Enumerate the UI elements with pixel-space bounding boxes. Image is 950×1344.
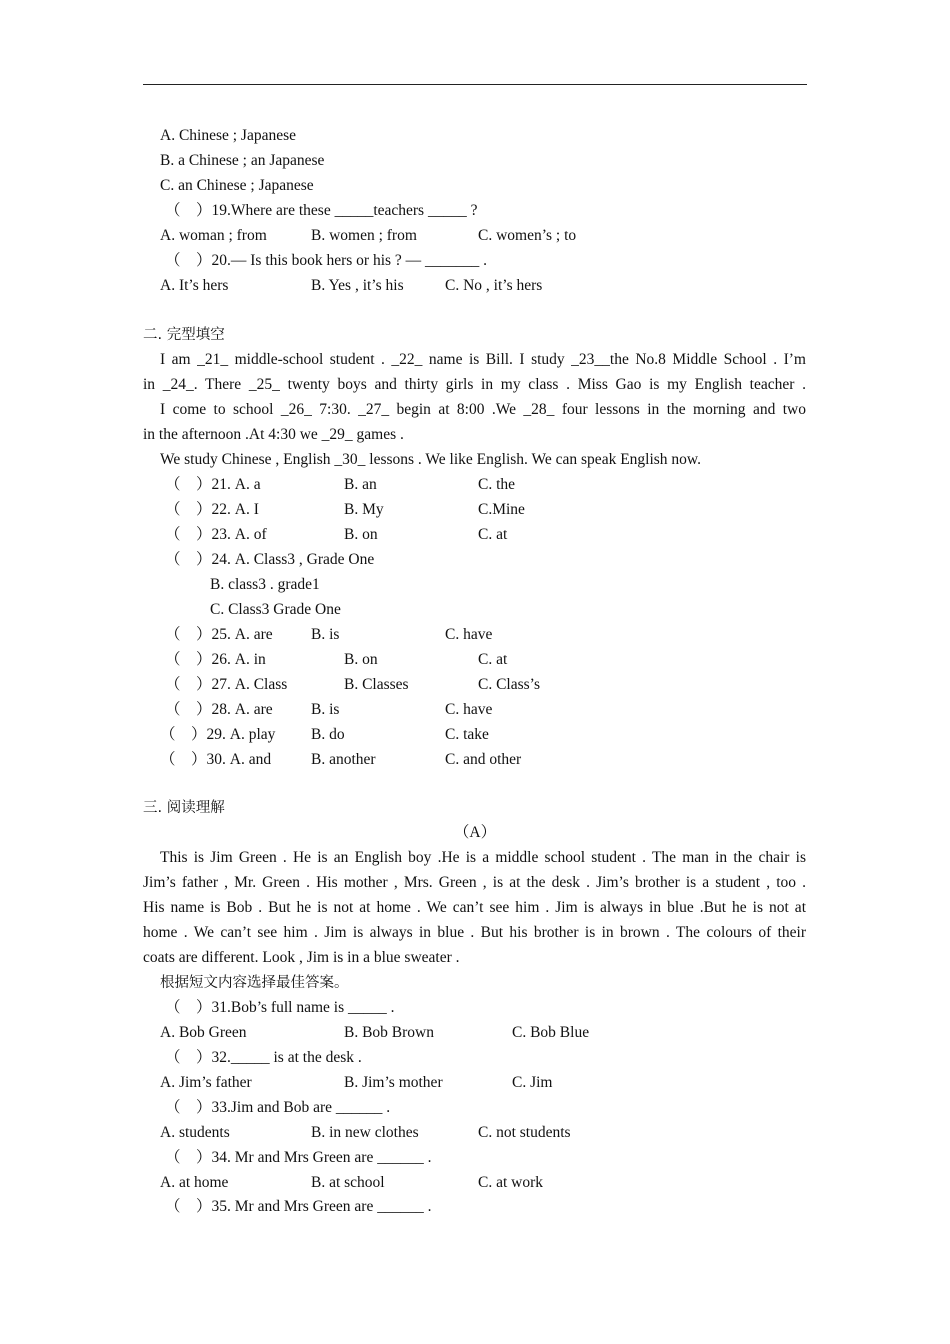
q33-option-b: B. in new clothes: [311, 1124, 419, 1141]
section2-passage-line: I come to school _26_ 7:30. _27_ begin at 8:00 .We _28_ four lessons in the morning and two: [160, 401, 806, 418]
q24-option-b: B. class3 . grade1: [210, 576, 320, 593]
q19-option-b: B. women ; from: [311, 227, 417, 244]
q25-stem: （ ）25. A. are: [165, 626, 273, 643]
q23-stem: （ ）23. A. of: [165, 526, 267, 543]
q30-option-b: B. another: [311, 751, 376, 768]
q27-stem: （ ）27. A. Class: [165, 676, 288, 693]
q18-option-a: A. Chinese ; Japanese: [160, 127, 297, 144]
q34-stem: （ ）34. Mr and Mrs Green are ______ .: [165, 1149, 432, 1166]
q27-option-b: B. Classes: [344, 676, 409, 693]
section2-passage-line: We study Chinese , English _30_ lessons . We like English. We can speak English now.: [160, 451, 701, 468]
q21-option-b: B. an: [344, 476, 377, 493]
q26-stem: （ ）26. A. in: [165, 651, 266, 668]
q20-option-a: A. It’s hers: [160, 277, 229, 294]
q26-option-b: B. on: [344, 651, 378, 668]
q34-option-c: C. at work: [478, 1174, 544, 1191]
q20-option-b: B. Yes , it’s his: [311, 277, 404, 294]
q19-option-c: C. women’s ; to: [478, 227, 577, 244]
q19-stem: （ ）19.Where are these _____teachers _____ ?: [165, 202, 478, 219]
q20-option-c: C. No , it’s hers: [445, 277, 543, 294]
section3-passage-line: coats are different. Look , Jim is in a blue sweater .: [143, 949, 460, 966]
q32-option-c: C. Jim: [512, 1074, 553, 1091]
q28-stem: （ ）28. A. are: [165, 701, 273, 718]
q31-option-a: A. Bob Green: [160, 1024, 247, 1041]
section2-passage-line: in _24_. There _25_ twenty boys and thirty girls in my class . Miss Gao is my English teacher .: [143, 376, 806, 393]
q33-stem: （ ）33.Jim and Bob are ______ .: [165, 1099, 391, 1116]
q23-option-c: C. at: [478, 526, 508, 543]
q18-option-b: B. a Chinese ; an Japanese: [160, 152, 325, 169]
q22-stem: （ ）22. A. I: [165, 501, 259, 518]
q31-option-b: B. Bob Brown: [344, 1024, 434, 1041]
q30-stem: （ ）30. A. and: [160, 751, 272, 768]
section3-subtitle: （A）: [453, 824, 497, 841]
section2-passage-line: in the afternoon .At 4:30 we _29_ games .: [143, 426, 404, 443]
q34-option-a: A. at home: [160, 1174, 229, 1191]
q21-stem: （ ）21. A. a: [165, 476, 261, 493]
q29-option-c: C. take: [445, 726, 489, 743]
q20-stem: （ ）20.— Is this book hers or his ? — _______ .: [165, 252, 488, 269]
section3-instruction: 根据短文内容选择最佳答案。: [160, 975, 349, 991]
q24-stem: （ ）24. A. Class3 , Grade One: [165, 551, 375, 568]
q29-option-b: B. do: [311, 726, 345, 743]
q34-option-b: B. at school: [311, 1174, 385, 1191]
q33-option-a: A. students: [160, 1124, 230, 1141]
q27-option-c: C. Class’s: [478, 676, 541, 693]
q32-option-a: A. Jim’s father: [160, 1074, 252, 1091]
q35-stem: （ ）35. Mr and Mrs Green are ______ .: [165, 1198, 432, 1215]
q26-option-c: C. at: [478, 651, 508, 668]
q22-option-b: B. My: [344, 501, 384, 518]
q33-option-c: C. not students: [478, 1124, 571, 1141]
section3-passage-line: This is Jim Green . He is an English boy .He is a middle school student . The man in the chair is: [160, 849, 806, 866]
q29-stem: （ ）29. A. play: [160, 726, 276, 743]
q25-option-b: B. is: [311, 626, 340, 643]
q31-stem: （ ）31.Bob’s full name is _____ .: [165, 999, 395, 1016]
section2-title: 二. 完型填空: [143, 327, 225, 343]
q18-option-c: C. an Chinese ; Japanese: [160, 177, 314, 194]
section3-passage-line: Jim’s father , Mr. Green . His mother , Mrs. Green , is at the desk . Jim’s brother is a student , too .: [143, 874, 806, 891]
q23-option-b: B. on: [344, 526, 378, 543]
section2-passage-line: I am _21_ middle-school student . _22_ name is Bill. I study _23__the No.8 Middle School . I’m: [160, 351, 806, 368]
section3-title: 三. 阅读理解: [143, 800, 225, 816]
q21-option-c: C. the: [478, 476, 516, 493]
q30-option-c: C. and other: [445, 751, 522, 768]
q28-option-b: B. is: [311, 701, 340, 718]
q28-option-c: C. have: [445, 701, 493, 718]
q19-option-a: A. woman ; from: [160, 227, 267, 244]
section3-passage-line: home . We can’t see him . Jim is always in blue . But his brother is in brown . The colours of their: [143, 924, 806, 941]
q32-stem: （ ）32._____ is at the desk .: [165, 1049, 362, 1066]
q22-option-c: C.Mine: [478, 501, 525, 518]
q25-option-c: C. have: [445, 626, 493, 643]
section3-passage-line: His name is Bob . But he is not at home . We can’t see him . Jim is always in blue .But he is not at: [143, 899, 806, 916]
q24-option-c: C. Class3 Grade One: [210, 601, 341, 618]
q32-option-b: B. Jim’s mother: [344, 1074, 443, 1091]
q31-option-c: C. Bob Blue: [512, 1024, 590, 1041]
header-rule: [143, 84, 807, 85]
